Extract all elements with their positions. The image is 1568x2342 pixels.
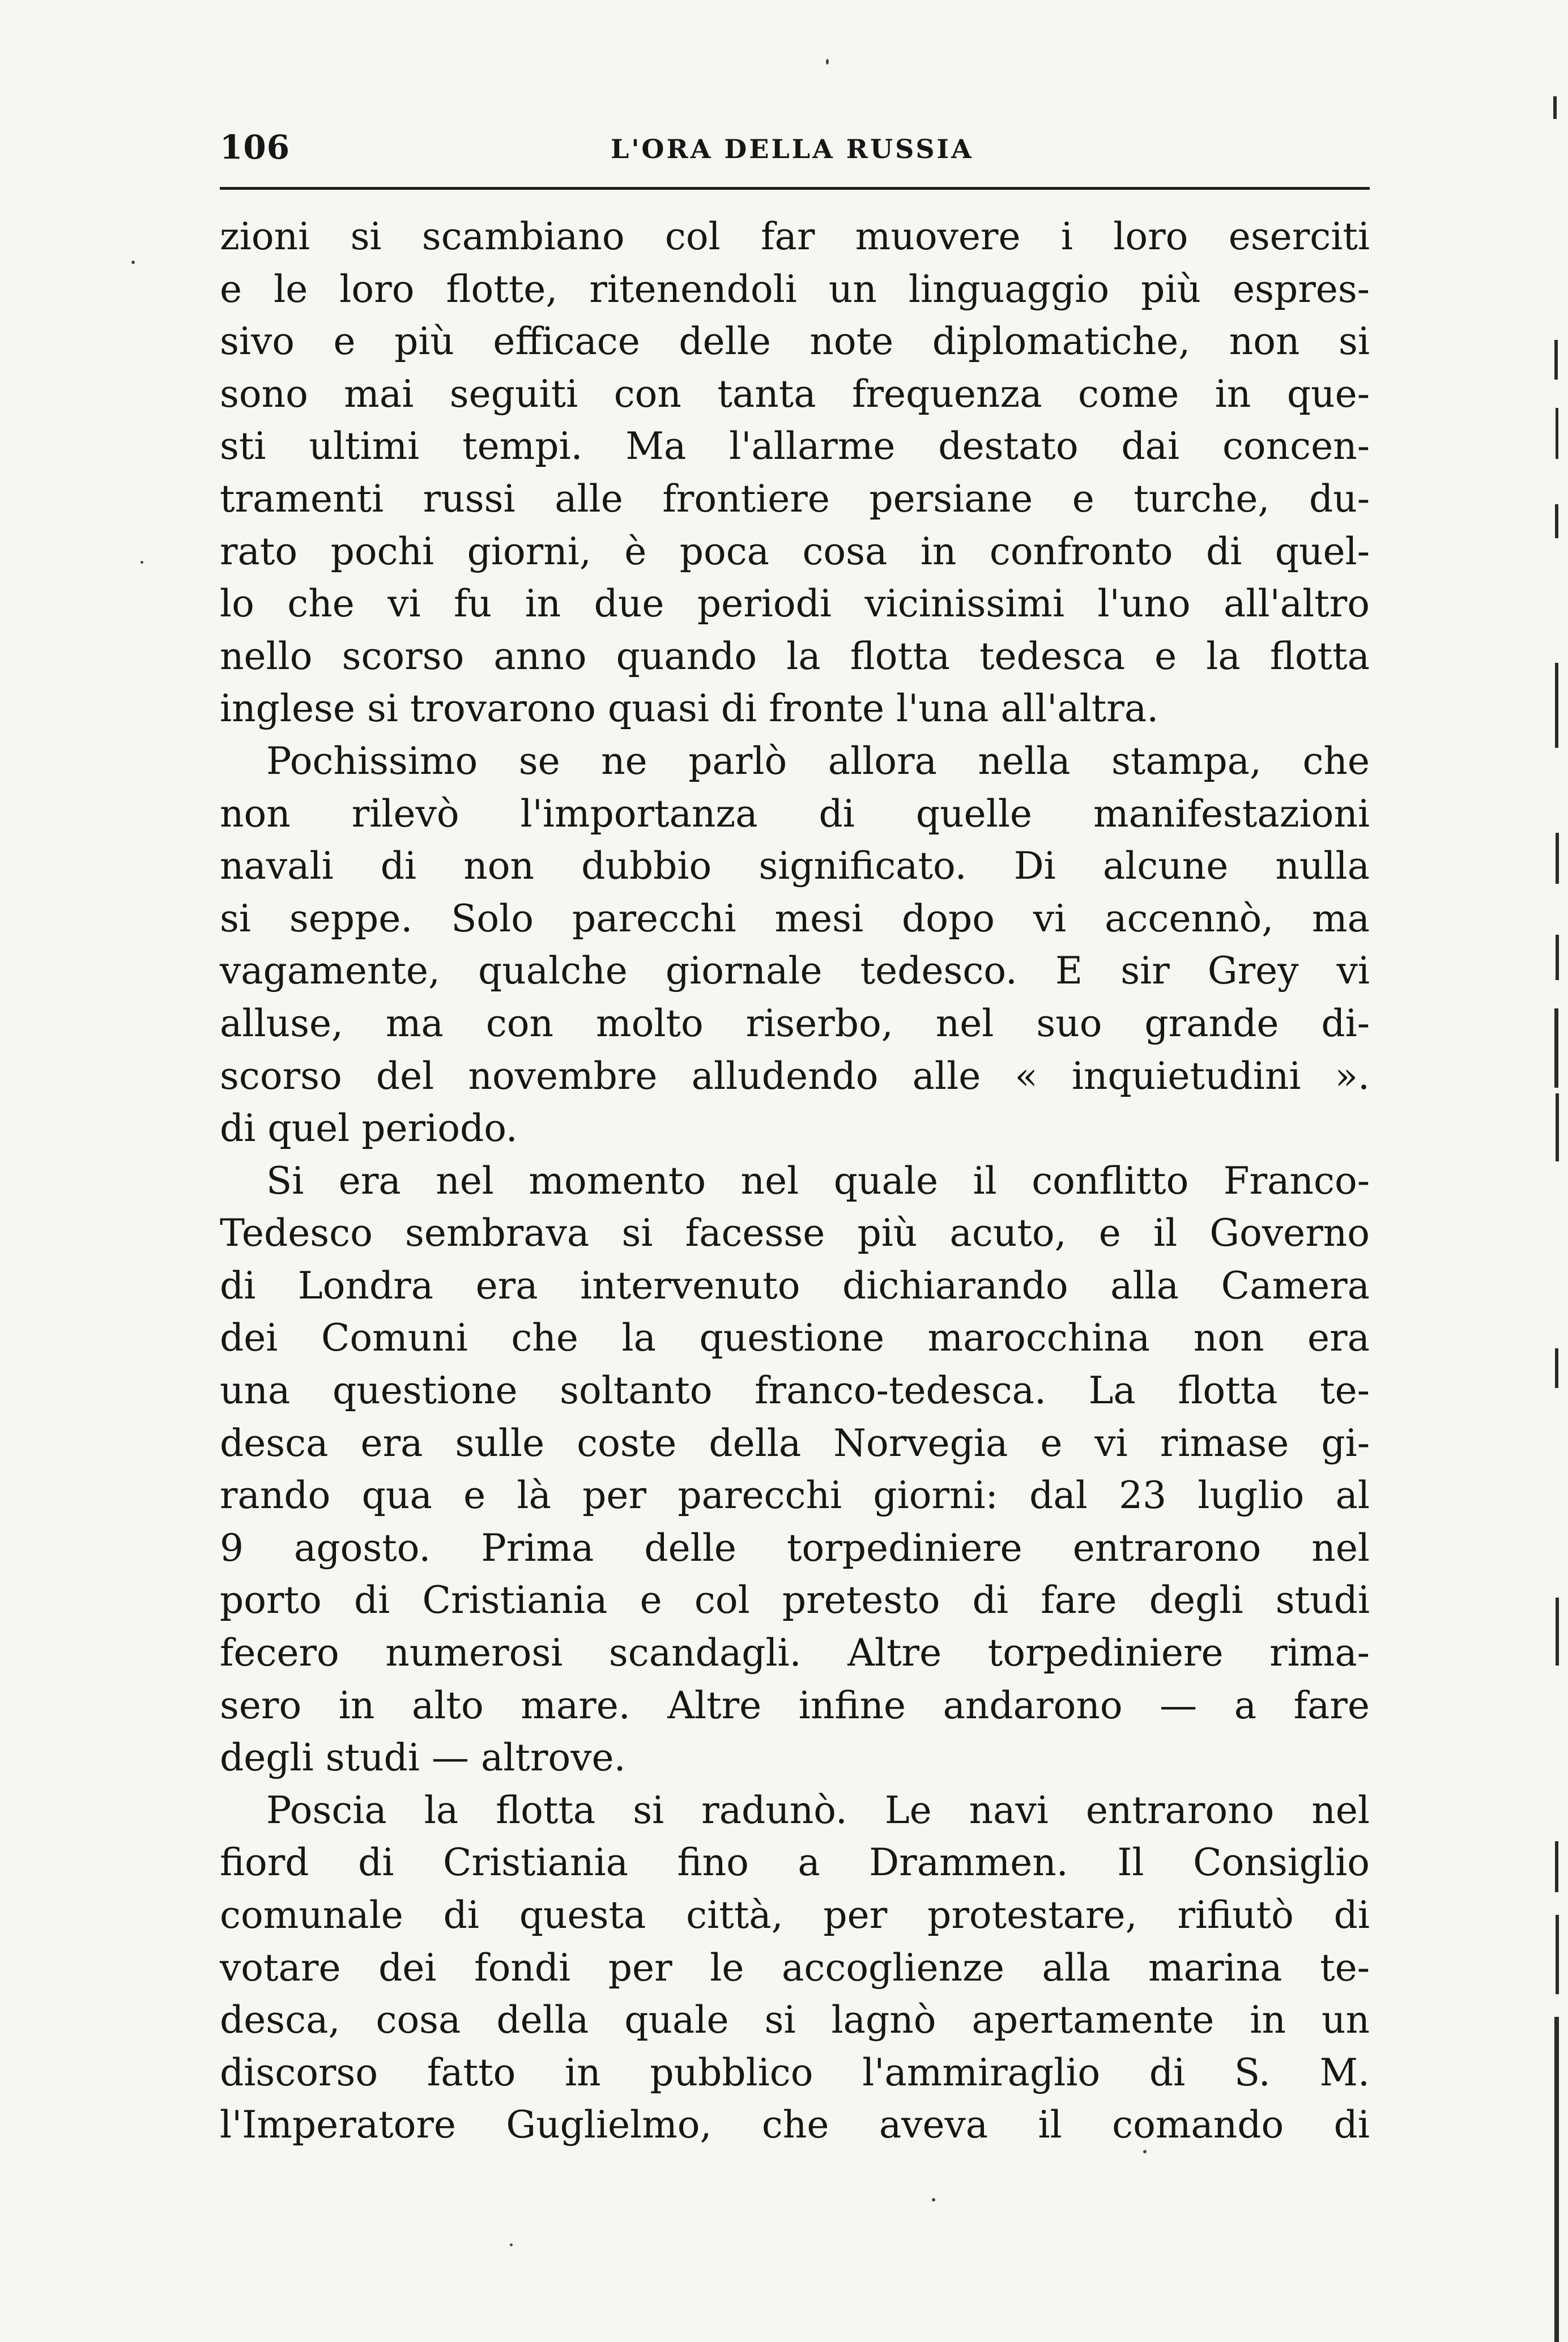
text-line: l'Imperatore Guglielmo, che aveva il comando di xyxy=(220,2103,1370,2147)
scan-edge-mark xyxy=(1555,1841,1558,1892)
running-title: L'ORA DELLA RUSSIA xyxy=(611,134,974,164)
text-line: una questione soltanto franco-tedesca. La flotta te- xyxy=(220,1369,1370,1413)
text-line: zioni si scambiano col far muovere i loro eserciti xyxy=(220,215,1370,258)
text-line: 9 agosto. Prima delle torpediniere entrarono nel xyxy=(220,1526,1370,1570)
text-line: tramenti russi alle frontiere persiane e turche, du- xyxy=(220,476,1370,521)
text-line: nello scorso anno quando la flotta tedesca e la flotta xyxy=(220,634,1370,678)
text-line: di Londra era intervenuto dichiarando alla Camera xyxy=(220,1263,1370,1308)
scan-speck xyxy=(932,2198,935,2202)
scan-speck xyxy=(140,561,143,564)
text-line: votare dei fondi per le accoglienze alla marina te- xyxy=(220,1945,1370,1990)
page-number: 106 xyxy=(220,128,291,167)
page-header xyxy=(220,126,1370,177)
text-line: fiord di Cristiania fino a Drammen. Il Consiglio xyxy=(220,1841,1370,1885)
text-line: sero in alto mare. Altre infine andarono — a fare xyxy=(220,1683,1370,1727)
text-line: comunale di questa città, per protestare, rifiutò di xyxy=(220,1893,1370,1937)
text-line: rato pochi giorni, è poca cosa in confronto di quel- xyxy=(220,529,1370,573)
text-line: rando qua e là per parecchi giorni: dal 23 luglio al xyxy=(220,1474,1370,1518)
scan-edge-mark xyxy=(1553,96,1557,119)
scan-edge-mark xyxy=(1554,2017,1559,2342)
text-line: si seppe. Solo parecchi mesi dopo vi accennò, ma xyxy=(220,896,1370,940)
text-line: porto di Cristiania e col pretesto di fare degli studi xyxy=(220,1578,1370,1623)
text-line: Poscia la flotta si radunò. Le navi entrarono nel xyxy=(266,1788,1370,1832)
text-line: vagamente, qualche giornale tedesco. E sir Grey vi xyxy=(220,949,1370,993)
header-rule xyxy=(220,187,1370,190)
scan-edge-mark xyxy=(1556,1598,1559,1666)
text-line: Si era nel momento nel quale il conflitto Franco- xyxy=(266,1159,1370,1203)
scan-speck xyxy=(510,2243,513,2246)
text-line: navali di non dubbio significato. Di alcune nulla xyxy=(220,844,1370,888)
text-line: dei Comuni che la questione marocchina non era xyxy=(220,1316,1370,1360)
text-line: desca, cosa della quale si lagnò apertamente in un xyxy=(220,1998,1370,2042)
scan-edge-mark xyxy=(1554,1008,1558,1088)
text-line: discorso fatto in pubblico l'ammiraglio di S. M. xyxy=(220,2050,1370,2094)
text-line: di quel periodo. xyxy=(220,1106,518,1151)
scan-speck xyxy=(131,261,135,264)
text-line: scorso del novembre alludendo alle « inquietudini ». xyxy=(220,1054,1370,1098)
text-line: lo che vi fu in due periodi vicinissimi l'uno all'altro xyxy=(220,582,1370,626)
scan-edge-mark xyxy=(1556,833,1559,884)
text-line: inglese si trovarono quasi di fronte l'una all'altra. xyxy=(220,687,1159,731)
scan-speck xyxy=(826,59,829,65)
scan-edge-mark xyxy=(1556,935,1559,980)
scan-edge-mark xyxy=(1556,1093,1559,1161)
text-line: Pochissimo se ne parlò allora nella stampa, che xyxy=(266,739,1370,783)
text-line: fecero numerosi scandagli. Altre torpediniere rima- xyxy=(220,1631,1370,1675)
scan-edge-mark xyxy=(1555,1348,1558,1388)
scan-speck xyxy=(1143,2150,1147,2153)
text-line: e le loro flotte, ritenendoli un linguaggio più espres- xyxy=(220,267,1370,311)
text-line: Tedesco sembrava si facesse più acuto, e il Governo xyxy=(220,1211,1370,1255)
text-line: sivo e più efficace delle note diplomatiche, non si xyxy=(220,320,1370,364)
text-line: non rilevò l'importanza di quelle manifestazioni xyxy=(220,791,1370,836)
scan-edge-mark xyxy=(1555,504,1558,538)
body-text xyxy=(220,211,1370,2152)
text-line: sti ultimi tempi. Ma l'allarme destato dai concen- xyxy=(220,424,1370,469)
text-line: desca era sulle coste della Norvegia e vi rimase gi- xyxy=(220,1421,1370,1465)
scan-edge-mark xyxy=(1554,340,1558,380)
text-line: degli studi — altrove. xyxy=(220,1736,626,1780)
text-line: sono mai seguiti con tanta frequenza come in que- xyxy=(220,372,1370,416)
text-line: alluse, ma con molto riserbo, nel suo grande di- xyxy=(220,1001,1370,1045)
scan-edge-mark xyxy=(1555,663,1558,748)
scan-edge-mark xyxy=(1556,408,1558,459)
scan-edge-mark xyxy=(1556,1915,1559,1994)
